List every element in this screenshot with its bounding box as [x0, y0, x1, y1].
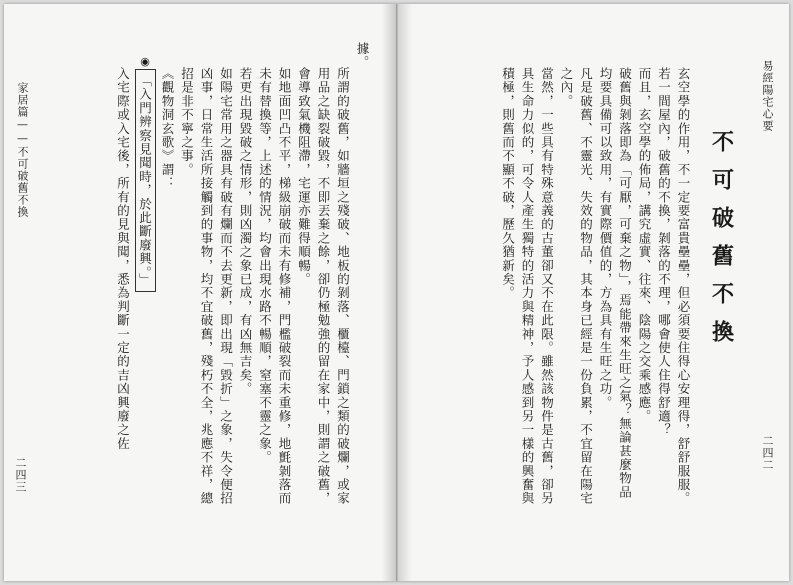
- paragraph: 據。: [355, 42, 370, 70]
- paragraph: 若一間屋內，破舊的不換，剝落的不理，哪會使人住得舒適？: [656, 67, 672, 437]
- page-number-right: 二四二: [761, 435, 774, 471]
- paragraph: 如地面凹凸不平，梯級崩破而未有修補，門檻破裂而未重修，地氈剝落而未有替換等，上述的情況，均會出現水路不暢順，窒塞不靈之象。: [257, 67, 292, 506]
- book-spread: [4, 4, 789, 581]
- quote-line: [133, 42, 158, 512]
- paragraph: 所謂的破舊，如牆垣之殘破、地板的剝落、櫃檯、門鎖之類的破爛，或家用品之缺裂破毀，不即丟棄之餘，卻仍極勉強的留在家中，則謂之破舊，會導致氣機阻滯，宅運亦難得順暢。: [296, 67, 351, 506]
- running-header-right: 易經陽宅心要: [761, 60, 774, 132]
- bullet-marker-icon: ◉: [138, 54, 152, 69]
- left-body-text: [52, 42, 372, 512]
- page-number-left: 二四三: [14, 457, 27, 493]
- gutter-shadow: [398, 4, 412, 581]
- paragraph: 入宅際或入宅後，所有的見與聞，悉為判斷一定的吉凶興廢之佐: [115, 67, 131, 451]
- gutter-shadow: [382, 4, 396, 581]
- paragraph: 而且，玄空學的佈局，講究虛實、往來、陰陽之交乘感應。: [637, 67, 652, 424]
- paragraph: 玄空學的作用，不一定要富貴壘壘，但必須要住得心安理得，舒舒服服。: [676, 67, 691, 506]
- chapter-title: 不可破舊不換: [708, 130, 735, 358]
- quote-source: 《觀物洞玄歌》謂：: [160, 67, 175, 191]
- paragraph: 若更出現毀破之情形，則凶濁之象已成，有凶無吉矣。: [238, 67, 253, 396]
- running-header-left: 家居篇——不可破舊不換: [16, 82, 29, 218]
- paragraph: 如陽宅常用之器具有破有爛而不去更新，即出現「毀折」之象，失令便招凶事，日常生活所接觸到的事物，均不宜破舊，殘朽不全，兆應不祥，總招是非不寧之事。: [179, 67, 234, 506]
- right-page: [397, 4, 790, 581]
- left-page: [4, 4, 397, 581]
- paragraph: 破舊與剝落即為「可厭，可棄之物」，焉能帶來生旺之氣？無論甚麼物品均要具備可以致用，有實際價值的，方為具有生旺之功。: [598, 67, 633, 500]
- quote-box: 「入門辨察見聞時，於此斷廢興。」: [135, 69, 156, 292]
- paragraph: 凡是破舊、不靈光、失效的物品，其本身已經是一份負累，不宜留在陽宅之內。: [559, 67, 594, 506]
- paragraph: 當然，一些具有特殊意義的古董卻又不在此限。雖然該物件是古舊，卻另具生命力似的，可令人產生獨特的活力與精神，予人感到另一樣的興奮與積極，則舊而不顯不破，歷久猶新矣。: [500, 67, 555, 506]
- right-body-text: [432, 42, 735, 512]
